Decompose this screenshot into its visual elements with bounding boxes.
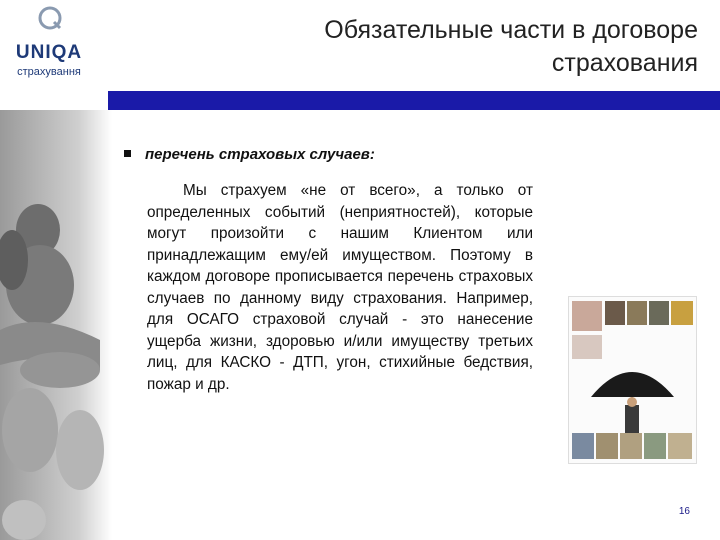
bullet-heading bbox=[124, 146, 544, 163]
slide-title: Обязательные части в договоре страхования bbox=[324, 16, 698, 77]
header-accent-bar bbox=[108, 91, 720, 110]
bullet-heading-text: перечень страховых случаев: bbox=[145, 146, 375, 163]
football-players-photo bbox=[0, 110, 112, 540]
uniqa-logo bbox=[10, 6, 88, 86]
insurance-collage-image bbox=[568, 296, 697, 464]
body-paragraph: Мы страхуем «не от всего», а только от определенных событий (неприятностей), которые могут произойти с нашим Клиентом или принадлежащим ему/ей имуществом. Поэтому в каждом договоре прописывается перечень страховых случаев по данному виду страхования. Например, для ОСАГО страховой случай - это нанесение ущерба жизни, здоровью и/или имуществу третьих лиц, для КАСКО - ДТП, угон, стихийные бедствия, пожар и др. bbox=[147, 182, 533, 393]
logo-brand-text: UNIQA bbox=[15, 42, 83, 63]
logo-tagline: страхування bbox=[17, 66, 81, 78]
page-number: 16 bbox=[678, 506, 690, 517]
bullet-square-icon bbox=[124, 150, 131, 157]
uniqa-logo-mark-icon bbox=[38, 6, 62, 30]
